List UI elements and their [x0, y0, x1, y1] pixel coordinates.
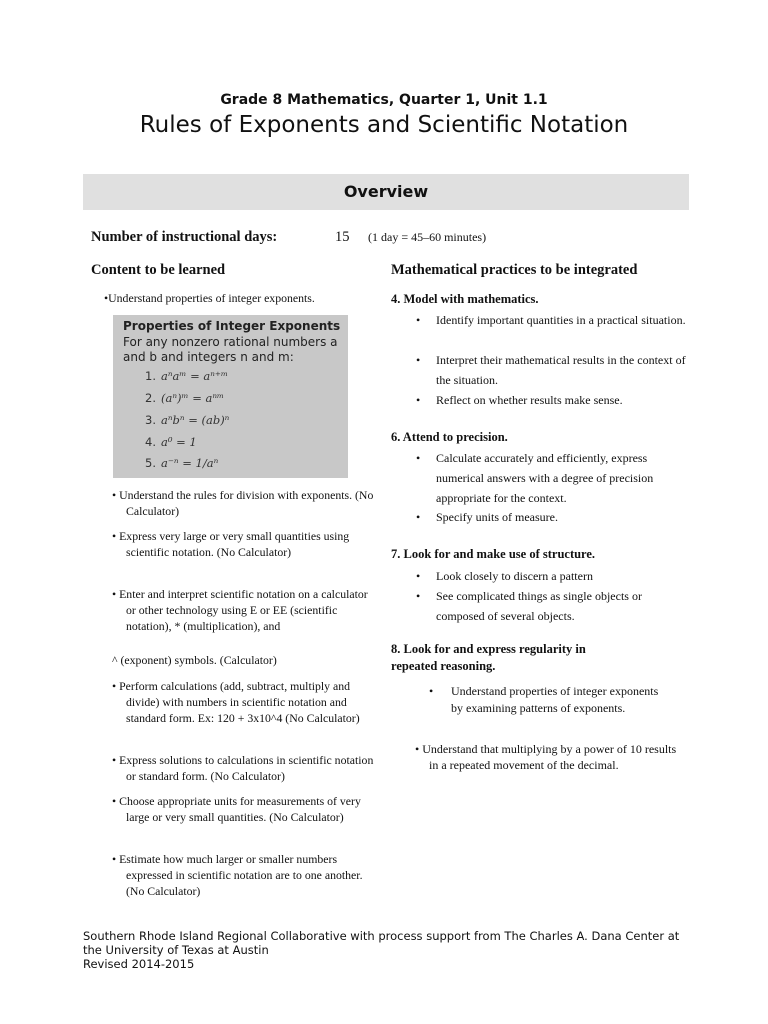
practice-item: • Identify important quantities in a practical situation. [416, 313, 686, 327]
property-rule: 3. aⁿbⁿ = (ab)ⁿ [145, 413, 230, 427]
list-item: • Perform calculations (add, subtract, multiply and divide) with numbers in scientific notation and standard form. Ex: 120 + 3x10^4 (No Calculator) [112, 679, 360, 725]
property-rule: 5. a⁻ⁿ = 1/aⁿ [145, 456, 219, 470]
content-item: Enter and interpret scientific notation on a calculator or other technology using E or EE (scientific notation), * (multiplication), and [119, 587, 368, 633]
list-item: • Choose appropriate units for measurements of very large or very small quantities. (No Calculator) [112, 794, 361, 824]
content-item: Understand the rules for division with exponents. (No Calculator) [119, 488, 374, 518]
instructional-days-label: Number of instructional days: [91, 229, 278, 245]
practice-item: • Specify units of measure. [416, 510, 558, 524]
page-footer [83, 929, 683, 971]
practice-item: • Calculate accurately and efficiently, express numerical answers with a degree of precision appropriate for the context. [416, 451, 654, 505]
list-item: •Understand properties of integer exponents. [104, 291, 315, 305]
properties-intro: For any nonzero rational numbers a and b and integers n and m: [123, 335, 338, 364]
properties-box [113, 315, 348, 478]
practice-title: 4. Model with mathematics. [391, 292, 539, 306]
content-item: Express solutions to calculations in scientific notation or standard form. (No Calculator) [119, 753, 374, 783]
practice-item: • Understand properties of integer exponents by examining patterns of exponents. [429, 684, 659, 715]
practice-item: • Interpret their mathematical results in the context of the situation. [416, 353, 686, 387]
property-rule: 2. (aⁿ)ᵐ = aⁿᵐ [145, 391, 225, 405]
content-item: ^ (exponent) symbols. (Calculator) [112, 653, 277, 667]
content-item: Estimate how much larger or smaller numbers expressed in scientific notation are to one another. (No Calculator) [119, 852, 363, 898]
properties-heading: Properties of Integer Exponents [123, 319, 341, 333]
content-item: Perform calculations (add, subtract, multiply and divide) with numbers in scientific notation and standard form. Ex: 120 + 3x10^4 (No Calculator) [119, 679, 360, 725]
unit-subtitle: Grade 8 Mathematics, Quarter 1, Unit 1.1 [220, 92, 548, 108]
footer-credit: Southern Rhode Island Regional Collaborative with process support from The Charles A. Dana Center at the University of Texas at Austin [83, 929, 680, 957]
practice-item: • Look closely to discern a pattern [416, 569, 593, 583]
practices-heading: Mathematical practices to be integrated [391, 262, 638, 278]
practice-title: 6. Attend to precision. [391, 430, 508, 444]
list-item [112, 652, 382, 668]
content-item: Choose appropriate units for measurements of very large or very small quantities. (No Calculator) [119, 794, 361, 824]
content-heading: Content to be learned [91, 262, 226, 278]
list-item: • Express solutions to calculations in scientific notation or standard form. (No Calculator) [112, 753, 374, 783]
practice-item: • Understand that multiplying by a power of 10 results in a repeated movement of the decimal. [415, 742, 677, 772]
list-item: • Enter and interpret scientific notation on a calculator or other technology using E or EE (scientific notation), * (multiplication), and [112, 587, 368, 633]
practice-title: 7. Look for and make use of structure. [391, 547, 596, 561]
practice-item: • Reflect on whether results make sense. [416, 393, 623, 407]
overview-banner [83, 174, 689, 210]
instructional-days-note: (1 day = 45–60 minutes) [368, 230, 487, 244]
practice-title: 8. Look for and express regularity in repeated reasoning. [391, 642, 586, 673]
practice-item: • See complicated things as single objects or composed of several objects. [416, 589, 642, 623]
property-rule: 4. a⁰ = 1 [145, 435, 197, 449]
list-item: • Understand the rules for division with exponents. (No Calculator) [112, 488, 374, 518]
overview-label: Overview [343, 182, 429, 201]
content-item: Express very large or very small quantities using scientific notation. (No Calculator) [119, 529, 350, 559]
page-title: Rules of Exponents and Scientific Notation [139, 112, 629, 138]
property-rule: 1. aⁿaᵐ = aⁿ⁺ᵐ [145, 369, 229, 383]
list-item: • Estimate how much larger or smaller numbers expressed in scientific notation are to one another. (No Calculator) [112, 852, 363, 898]
list-item: • Express very large or very small quantities using scientific notation. (No Calculator) [112, 529, 350, 559]
footer-revision: Revised 2014-2015 [83, 957, 195, 971]
instructional-days-value: 15 [335, 229, 350, 245]
content-item: Understand properties of integer exponents. [108, 291, 315, 305]
